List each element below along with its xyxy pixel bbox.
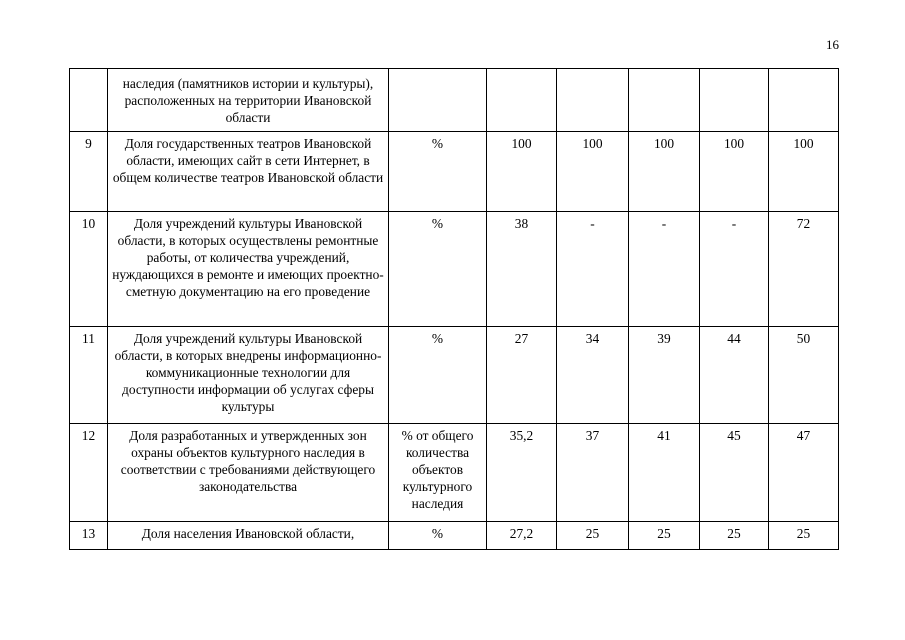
value-cell: - xyxy=(629,212,700,327)
value-cell: 38 xyxy=(487,212,557,327)
value-cell: 41 xyxy=(629,424,700,522)
indicator-name: Доля учреждений культуры Ивановской области, в которых осуществлены ремонтные работы, от количества учреждений, нуждающихся в ремонте и имеющих проектно-сметную документацию на его проведение xyxy=(108,212,389,327)
table-row xyxy=(70,69,839,132)
value-cell: 100 xyxy=(700,132,769,212)
value-cell: - xyxy=(557,212,629,327)
value-cell: 27 xyxy=(487,327,557,424)
unit-cell: % xyxy=(389,132,487,212)
row-number xyxy=(70,69,108,132)
value-cell: 100 xyxy=(629,132,700,212)
value-cell: 25 xyxy=(700,522,769,550)
row-number: 9 xyxy=(70,132,108,212)
value-cell: 25 xyxy=(629,522,700,550)
indicator-name: Доля населения Ивановской области, xyxy=(108,522,389,550)
value-cell xyxy=(557,69,629,132)
table-row xyxy=(70,327,839,424)
value-cell xyxy=(700,69,769,132)
value-cell: 35,2 xyxy=(487,424,557,522)
value-cell: 100 xyxy=(557,132,629,212)
value-cell: 37 xyxy=(557,424,629,522)
value-cell xyxy=(769,69,839,132)
row-number: 13 xyxy=(70,522,108,550)
table-row xyxy=(70,212,839,327)
indicators-table xyxy=(69,68,839,550)
value-cell: 34 xyxy=(557,327,629,424)
value-cell xyxy=(487,69,557,132)
indicator-name: наследия (памятников истории и культуры), расположенных на территории Ивановской области xyxy=(108,69,389,132)
value-cell xyxy=(629,69,700,132)
row-number: 12 xyxy=(70,424,108,522)
table-row xyxy=(70,132,839,212)
unit-cell xyxy=(389,69,487,132)
value-cell: - xyxy=(700,212,769,327)
page-number: 16 xyxy=(826,37,839,52)
table-row xyxy=(70,424,839,522)
value-cell: 39 xyxy=(629,327,700,424)
unit-cell: % xyxy=(389,212,487,327)
value-cell: 44 xyxy=(700,327,769,424)
value-cell: 50 xyxy=(769,327,839,424)
indicator-name: Доля разработанных и утвержденных зон охраны объектов культурного наследия в соответствии с требованиями действующего законодательства xyxy=(108,424,389,522)
unit-cell: % от общего количества объектов культурного наследия xyxy=(389,424,487,522)
table-row xyxy=(70,522,839,550)
value-cell: 47 xyxy=(769,424,839,522)
value-cell: 45 xyxy=(700,424,769,522)
value-cell: 100 xyxy=(769,132,839,212)
value-cell: 27,2 xyxy=(487,522,557,550)
unit-cell: % xyxy=(389,522,487,550)
unit-cell: % xyxy=(389,327,487,424)
value-cell: 100 xyxy=(487,132,557,212)
row-number: 11 xyxy=(70,327,108,424)
value-cell: 72 xyxy=(769,212,839,327)
row-number: 10 xyxy=(70,212,108,327)
indicator-name: Доля учреждений культуры Ивановской области, в которых внедрены информационно-коммуникационные технологии для доступности информации об услугах сферы культуры xyxy=(108,327,389,424)
value-cell: 25 xyxy=(557,522,629,550)
value-cell: 25 xyxy=(769,522,839,550)
indicator-name: Доля государственных театров Ивановской области, имеющих сайт в сети Интернет, в общем количестве театров Ивановской области xyxy=(108,132,389,212)
